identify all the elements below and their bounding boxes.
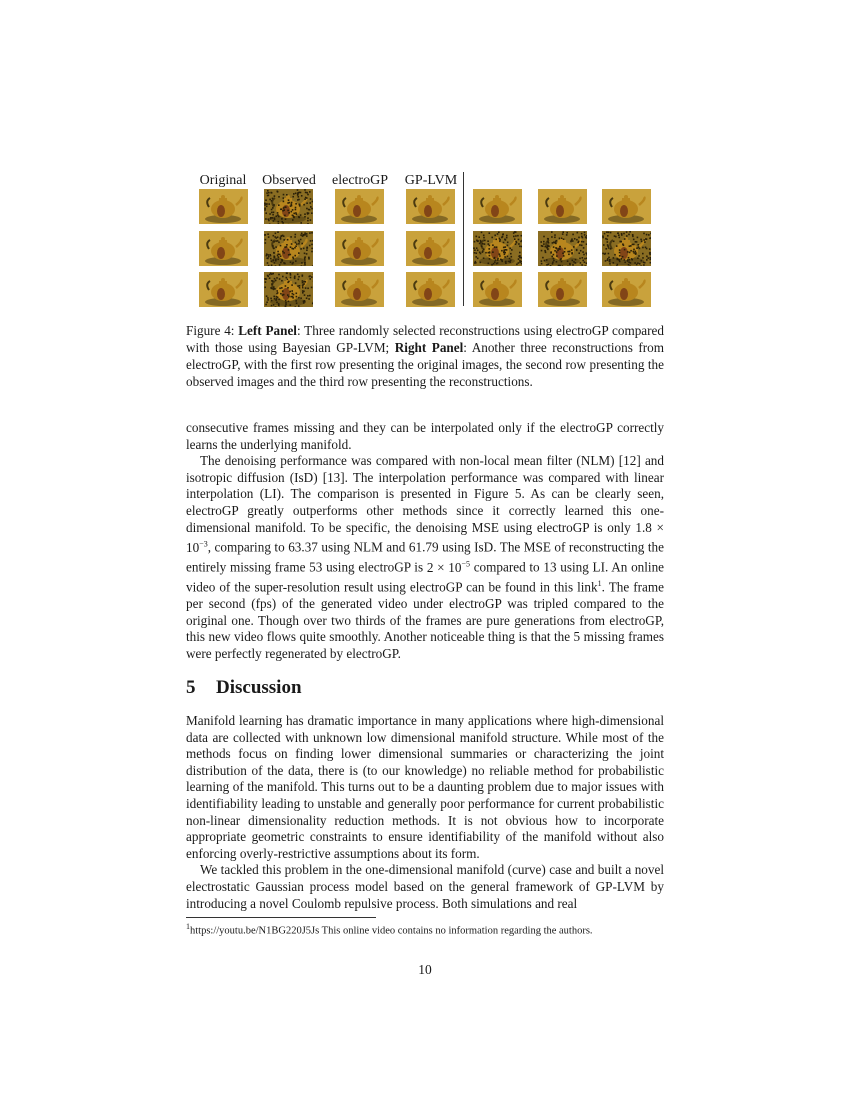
teapot-gplvm-image [406,189,455,224]
paragraph [186,453,664,662]
teapot-observed-image [602,231,651,266]
teapot-original-image [538,189,587,224]
caption-label: Figure 4: [186,323,235,338]
column-label-original: Original [199,173,247,188]
text-span: using IsD. The MSE of reconstructing the entirely missing frame 53 using electroGP is [186,539,664,575]
teapot-gplvm-image [406,272,455,307]
footnote-ref[interactable]: 1 [597,579,602,589]
section-4-text [186,420,664,662]
text-span: . The frame per second (fps) of the generated video under electroGP was tripled compared to the original one. Though over two thirds of the frames are pure generations from electroGP, this new video flows quite smoothly. Another noticeable thing is that the 5 missing frames were perfectly regenerated by electroGP. [186,579,664,661]
caption-left-panel-text: : Three randomly selected reconstructions using electroGP compared with those using Bayesian GP-LVM; [186,323,664,355]
text-span: , comparing to [207,539,285,555]
column-label-gplvm: GP-LVM [404,173,458,188]
footnote [186,920,664,939]
teapot-reconstruction-image [538,272,587,307]
paragraph: Manifold learning has dramatic importance in many applications where high-dimensional data are collected with unknown low dimensional manifold structure. While most of the methods focus on finding lower dimensional summaries or characterizing the joint distribution of the data, there is (to our knowledge) no reliable method for probabilistic learning of the manifold. This turns out to be a daunting problem due to major issues with identifiability leading to unstable and generally poor performance for current probabilistic non-linear dimensionality reduction methods. It is not obvious how to incorporate appropriate geometric constraints to ensure identifiability of the manifold without also enforcing overly-restrictive assumptions about its form. [186,713,664,861]
teapot-original-image [199,231,248,266]
teapot-original-image [199,189,248,224]
text-span: using NLM and [321,539,406,555]
teapot-reconstruction-image [473,272,522,307]
column-label-observed: Observed [262,173,316,188]
text-span: The denoising performance was compared with non-local mean filter (NLM) [12] and isotropic diffusion (IsD) [13]. The interpolation performance was compared with linear interpolation (LI). The comparison is presented in Figure 5. As can be clearly seen, electroGP greatly outperforms other methods since it correctly learned this one-dimensional manifold. To be specific, the denoising MSE using electroGP is only [186,453,664,535]
paragraph: consecutive frames missing and they can be interpolated only if the electroGP correctly learns the underlying manifold. [186,420,664,452]
panel-divider [463,172,464,306]
figure-caption [186,322,664,390]
footnote-text: https://youtu.be/N1BG220J5Js This online video contains no information regarding the authors. [190,925,593,937]
footnote-mark: 1 [186,922,190,931]
teapot-gplvm-image [406,231,455,266]
caption-left-panel-title: Left Panel [238,323,297,338]
teapot-reconstruction-image [602,272,651,307]
teapot-original-image [199,272,248,307]
text-span: compared to 13 using LI. An online video of the super-resolution result using electroGP can be found in this link [186,559,665,595]
teapot-observed-image [264,189,313,224]
figure-4 [0,0,850,320]
teapot-electrogp-image [335,272,384,307]
math-mse-interp: $2 \times 10^{-5}$ [426,559,470,575]
teapot-observed-image [473,231,522,266]
teapot-observed-image [264,272,313,307]
section-5-text [186,713,664,912]
teapot-observed-image [264,231,313,266]
paragraph: We tackled this problem in the one-dimensional manifold (curve) case and built a novel electrostatic Gaussian process model based on the general framework of GP-LVM by introducing a novel Coulomb repulsive process. Both simulations and real [186,862,664,911]
section-title: Discussion [216,677,302,698]
teapot-original-image [473,189,522,224]
caption-right-panel-text: : Another three reconstructions from electroGP, with the first row presenting the original images, the second row presenting the observed images and the third row presenting the reconstructions. [186,340,664,389]
teapot-electrogp-image [335,189,384,224]
footnote-rule [186,917,376,918]
math-mse-denoise: $1.8 \times 10^{-3}$ [186,519,664,555]
section-number: 5 [186,677,196,698]
math-nlm-value: 63.37 [288,539,318,555]
caption-right-panel-title: Right Panel [394,340,464,355]
column-label-electrogp: electroGP [332,173,388,188]
math-isd-value: 61.79 [408,539,439,555]
page-number: 10 [418,962,432,977]
section-heading [186,676,664,700]
teapot-electrogp-image [335,231,384,266]
teapot-observed-image [538,231,587,266]
teapot-original-image [602,189,651,224]
